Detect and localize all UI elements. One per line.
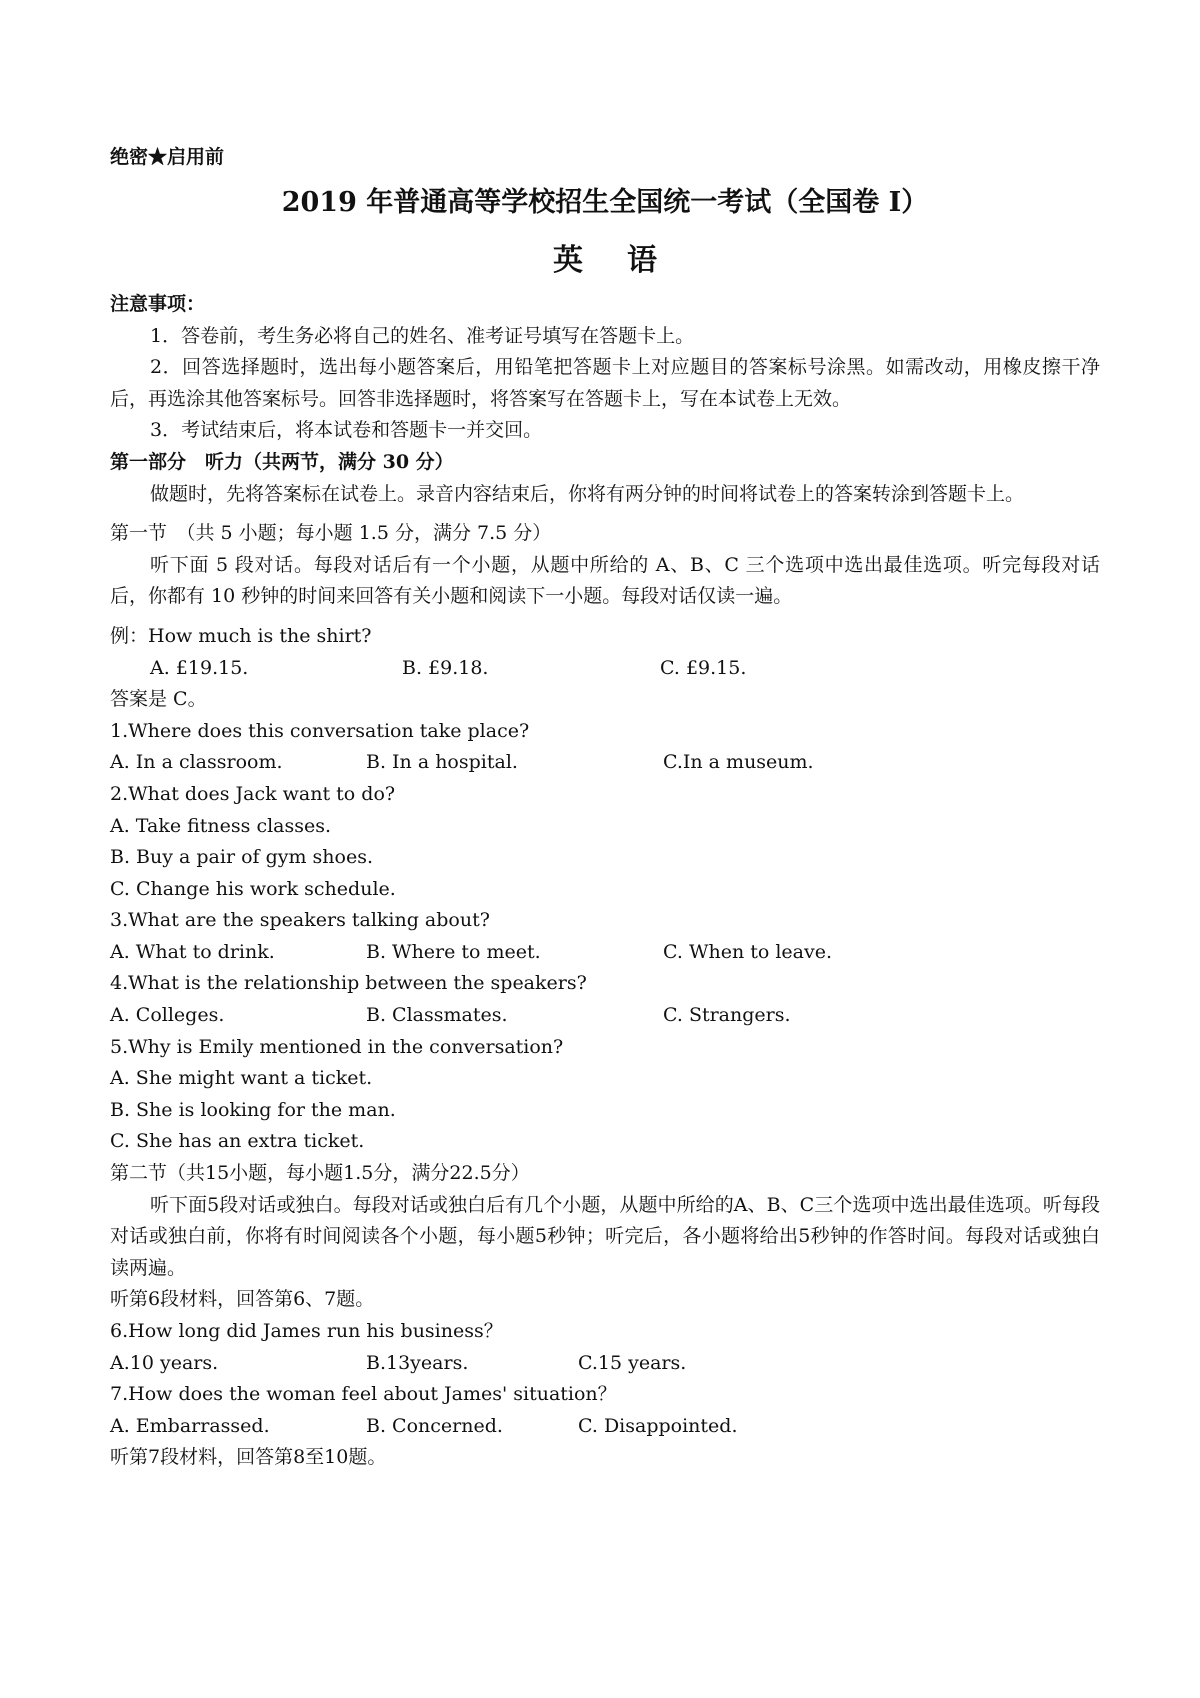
example-option-b: B. £9.18. [402,656,489,679]
subject-char-2: 语 [627,243,657,278]
option-c: C. She has an extra ticket. [110,1130,365,1153]
example-answer: 答案是 C。 [110,688,207,711]
material-6-instruction: 听第6段材料，回答第6、7题。 [110,1288,375,1311]
option-a: A. In a classroom. [110,751,283,774]
question-7-options [110,1411,1100,1443]
option-b: B. Buy a pair of gym shoes. [110,846,373,869]
option-a: A. Take fitness classes. [110,814,332,837]
question-4-options [110,1000,1100,1032]
option-b: B. Concerned. [366,1414,503,1437]
exam-page [110,142,1100,1474]
section2-heading: 第二节（共15小题，每小题1.5分，满分22.5分） [110,1162,530,1185]
option-b: B.13years. [366,1351,469,1374]
option-c: C.In a museum. [663,751,814,774]
notice-item-2: 2．回答选择题时，选出每小题答案后，用铅笔把答题卡上对应题目的答案标号涂黑。如需改动，用橡皮擦干净后，再选涂其他答案标号。回答非选择题时，将答案写在答题卡上，写在本试卷上无效。 [110,356,1100,410]
section1-intro: 听下面 5 段对话。每段对话后有一个小题，从题中所给的 A、B、C 三个选项中选出最佳选项。听完每段对话后，你都有 10 秒钟的时间来回答有关小题和阅读下一小题。每段对话仅读一遍。 [110,553,1100,608]
question-6: 6.How long did James run his business？ [110,1320,503,1342]
option-b: B. She is looking for the man. [110,1098,396,1121]
question-3-options [110,937,1100,969]
option-c: C.15 years. [578,1351,687,1374]
question-5: 5.Why is Emily mentioned in the conversation? [110,1035,564,1058]
subject-title [110,239,1100,283]
exam-title: 2019 年普通高等学校招生全国统一考试（全国卷 I） [281,187,929,218]
question-6-options [110,1348,1100,1380]
option-a: A.10 years. [110,1351,219,1374]
option-c: C. When to leave. [663,940,833,963]
question-1: 1.Where does this conversation take place? [110,719,530,742]
notice-heading: 注意事项： [110,293,206,315]
question-4: 4.What is the relationship between the speakers? [110,972,587,995]
option-c: C. Strangers. [663,1004,791,1027]
section2-intro: 听下面5段对话或独白。每段对话或独白后有几个小题，从题中所给的A、B、C三个选项中选出最佳选项。听每段对话或独白前，你将有时间阅读各个小题，每小题5秒钟；听完后，各小题将给出5秒钟的作答时间。每段对话或独白读两遍。 [110,1193,1100,1279]
option-b: B. Classmates. [366,1004,508,1027]
confidential-mark: 绝密★启用前 [110,146,225,168]
section1-heading: 第一节 （共 5 小题；每小题 1.5 分，满分 7.5 分） [110,522,552,545]
option-a: A. Embarrassed. [110,1414,270,1437]
example-question: 例：How much is the shirt? [110,624,372,647]
part1-intro: 做题时，先将答案标在试卷上。录音内容结束后，你将有两分钟的时间将试卷上的答案转涂到答题卡上。 [150,482,1025,505]
notice-item-3: 3．考试结束后，将本试卷和答题卡一并交回。 [150,419,543,442]
example-option-c: C. £9.15. [660,656,747,679]
example-option-a: A. £19.15. [150,656,249,679]
option-c: C. Disappointed. [578,1414,738,1437]
option-b: B. Where to meet. [366,940,541,963]
example-options [110,653,1100,685]
question-2: 2.What does Jack want to do? [110,782,396,805]
question-1-options [110,747,1100,779]
option-a: A. Colleges. [110,1004,225,1027]
material-7-instruction: 听第7段材料，回答第8至10题。 [110,1446,387,1469]
question-3: 3.What are the speakers talking about? [110,909,490,932]
part1-heading: 第一部分 听力（共两节，满分 30 分） [110,450,454,473]
subject-char-1: 英 [553,243,583,278]
option-b: B. In a hospital. [366,751,518,774]
option-a: A. She might want a ticket. [110,1067,373,1090]
notice-item-1: 1．答卷前，考生务必将自己的姓名、准考证号填写在答题卡上。 [150,324,695,347]
option-a: A. What to drink. [110,940,275,963]
question-7: 7.How does the woman feel about James' situation？ [110,1383,617,1406]
option-c: C. Change his work schedule. [110,877,396,900]
